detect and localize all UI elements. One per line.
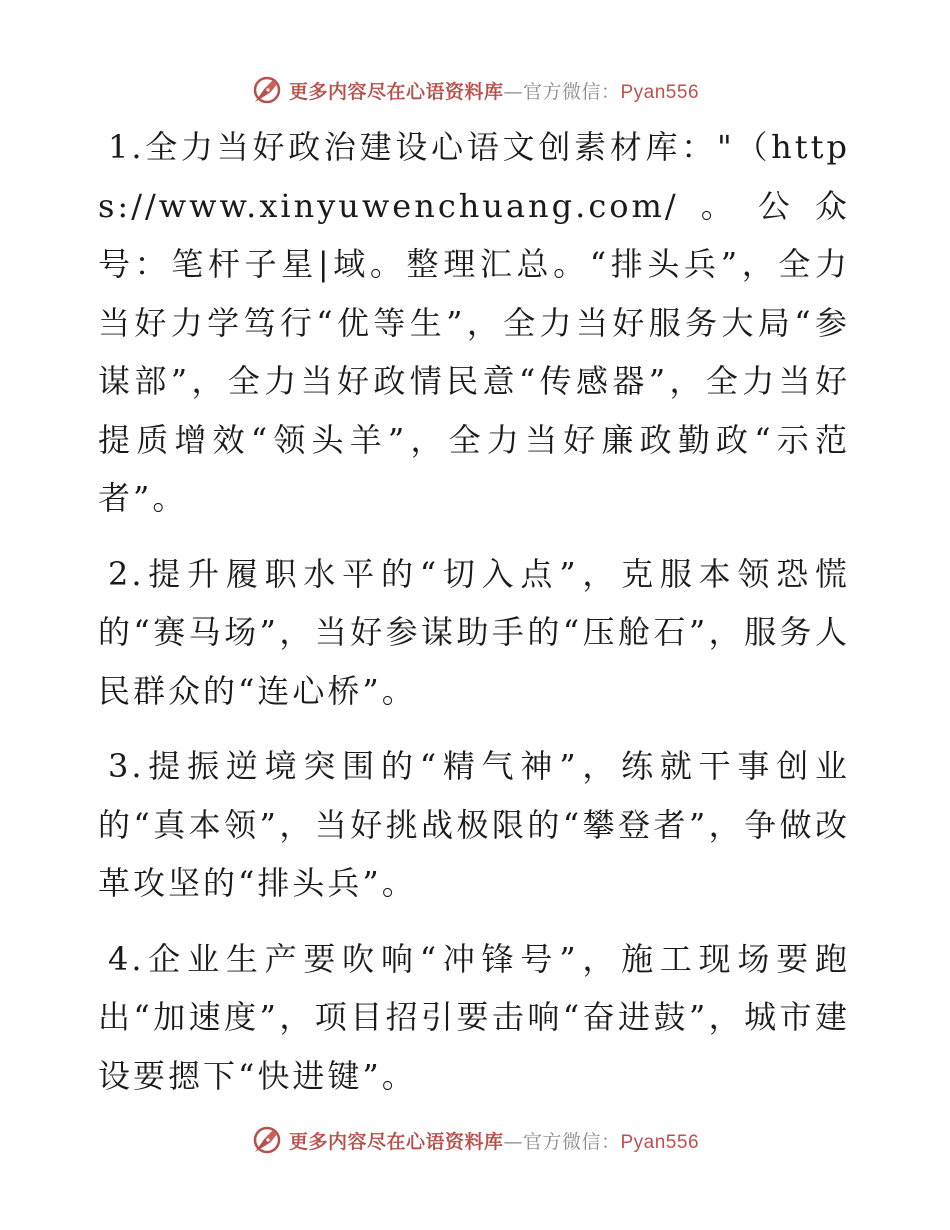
pen-nib-logo-icon	[251, 1124, 283, 1156]
banner-label: 官方微信：	[522, 80, 621, 103]
banner-separator: —	[503, 1130, 523, 1153]
banner-label: 官方微信：	[522, 1130, 621, 1153]
banner-handle: Pyan556	[620, 1131, 700, 1153]
pen-nib-logo-icon	[251, 74, 283, 106]
header-banner	[0, 70, 950, 110]
banner-brand: 更多内容尽在心语资料库	[288, 1130, 504, 1153]
banner-text	[289, 77, 699, 104]
paragraph-text: 全力当好政治建设心语文创素材库："（https://www.xinyuwenchuang.com/。公众号：笔杆子星|域。整理汇总。“排头兵”，全力当好力学笃行“优等生”，全力当好服务大局“参谋部”，全力当好政情民意“传感器”，全力当好提质增效“领头羊”，全力当好廉政勤政“示范者”。	[98, 128, 850, 517]
paragraph-text: 提升履职水平的“切入点”，克服本领恐慌的“赛马场”，当好参谋助手的“压舱石”，服务人民群众的“连心桥”。	[98, 554, 850, 710]
paragraph-text: 提振逆境突围的“精气神”，练就干事创业的“真本领”，当好挑战极限的“攀登者”，争做改革攻坚的“排头兵”。	[98, 747, 850, 902]
paragraph-number: 1.	[108, 128, 145, 166]
banner-handle: Pyan556	[620, 81, 700, 103]
document-body	[98, 118, 850, 1122]
banner-text	[289, 1127, 699, 1154]
paragraph-4	[98, 930, 850, 1106]
footer-banner	[0, 1120, 950, 1160]
paragraph-number: 3.	[108, 747, 145, 785]
paragraph-text: 企业生产要吹响“冲锋号”，施工现场要跑出“加速度”，项目招引要击响“奋进鼓”，城市建设要摁下“快进键”。	[98, 939, 850, 1095]
paragraph-number: 2.	[108, 554, 145, 593]
paragraph-2	[98, 545, 850, 721]
paragraph-number: 4.	[108, 939, 145, 978]
paragraph-1	[98, 118, 850, 528]
banner-brand: 更多内容尽在心语资料库	[288, 80, 504, 103]
paragraph-3	[98, 737, 850, 913]
banner-separator: —	[503, 80, 523, 103]
